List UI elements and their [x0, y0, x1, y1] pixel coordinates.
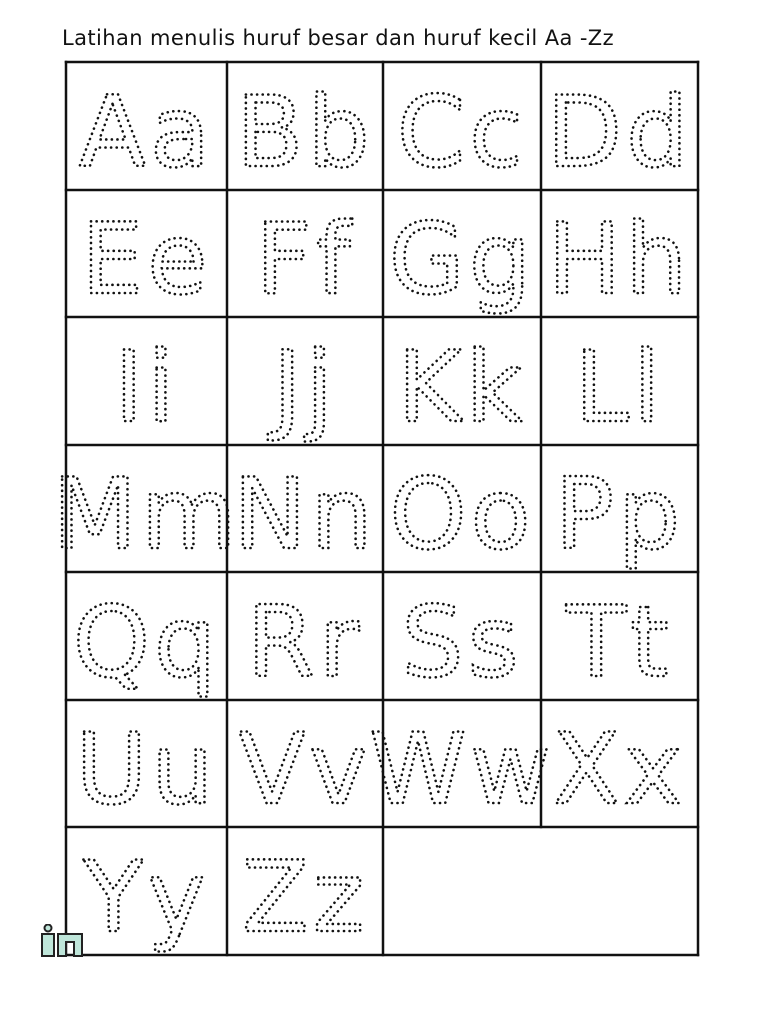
letter-cells — [52, 76, 692, 955]
letter-cell-d: Dd — [546, 76, 693, 190]
letter-cell-z: Zz — [241, 841, 369, 955]
letter-cell-y: Yy — [83, 841, 210, 955]
letter-cell-a: Aa — [78, 76, 215, 190]
letter-cell-q: Qq — [72, 586, 221, 700]
letter-cell-e: Ee — [81, 203, 212, 317]
letter-cell-i: Ii — [114, 331, 179, 445]
worksheet-title: Latihan menulis huruf besar dan huruf kecil Aa -Zz — [62, 26, 615, 50]
letter-cell-o: Oo — [389, 458, 535, 572]
letter-cell-t: Tt — [566, 586, 673, 700]
letter-cell-n: Nn — [233, 458, 377, 572]
letter-cell-g: Gg — [388, 203, 536, 317]
letter-cell-m: Mm — [52, 458, 241, 572]
letter-cell-c: Cc — [396, 76, 528, 190]
letter-cell-j: Jj — [272, 331, 338, 445]
publisher-logo-icon — [40, 924, 86, 958]
letter-cell-p: Pp — [554, 458, 685, 572]
letter-cell-u: Uu — [75, 713, 218, 827]
letter-cell-l: Ll — [574, 331, 665, 445]
letter-cell-f: Ff — [255, 203, 355, 317]
letter-cell-r: Rr — [246, 586, 364, 700]
letter-cell-s: Ss — [401, 586, 523, 700]
letter-cell-h: Hh — [547, 203, 692, 317]
letter-cell-v: Vv — [238, 713, 372, 827]
letter-cell-k: Kk — [397, 331, 527, 445]
letter-cell-b: Bb — [236, 76, 374, 190]
letter-cell-x: Xx — [552, 713, 687, 827]
letter-cell-w: Ww — [369, 713, 555, 827]
